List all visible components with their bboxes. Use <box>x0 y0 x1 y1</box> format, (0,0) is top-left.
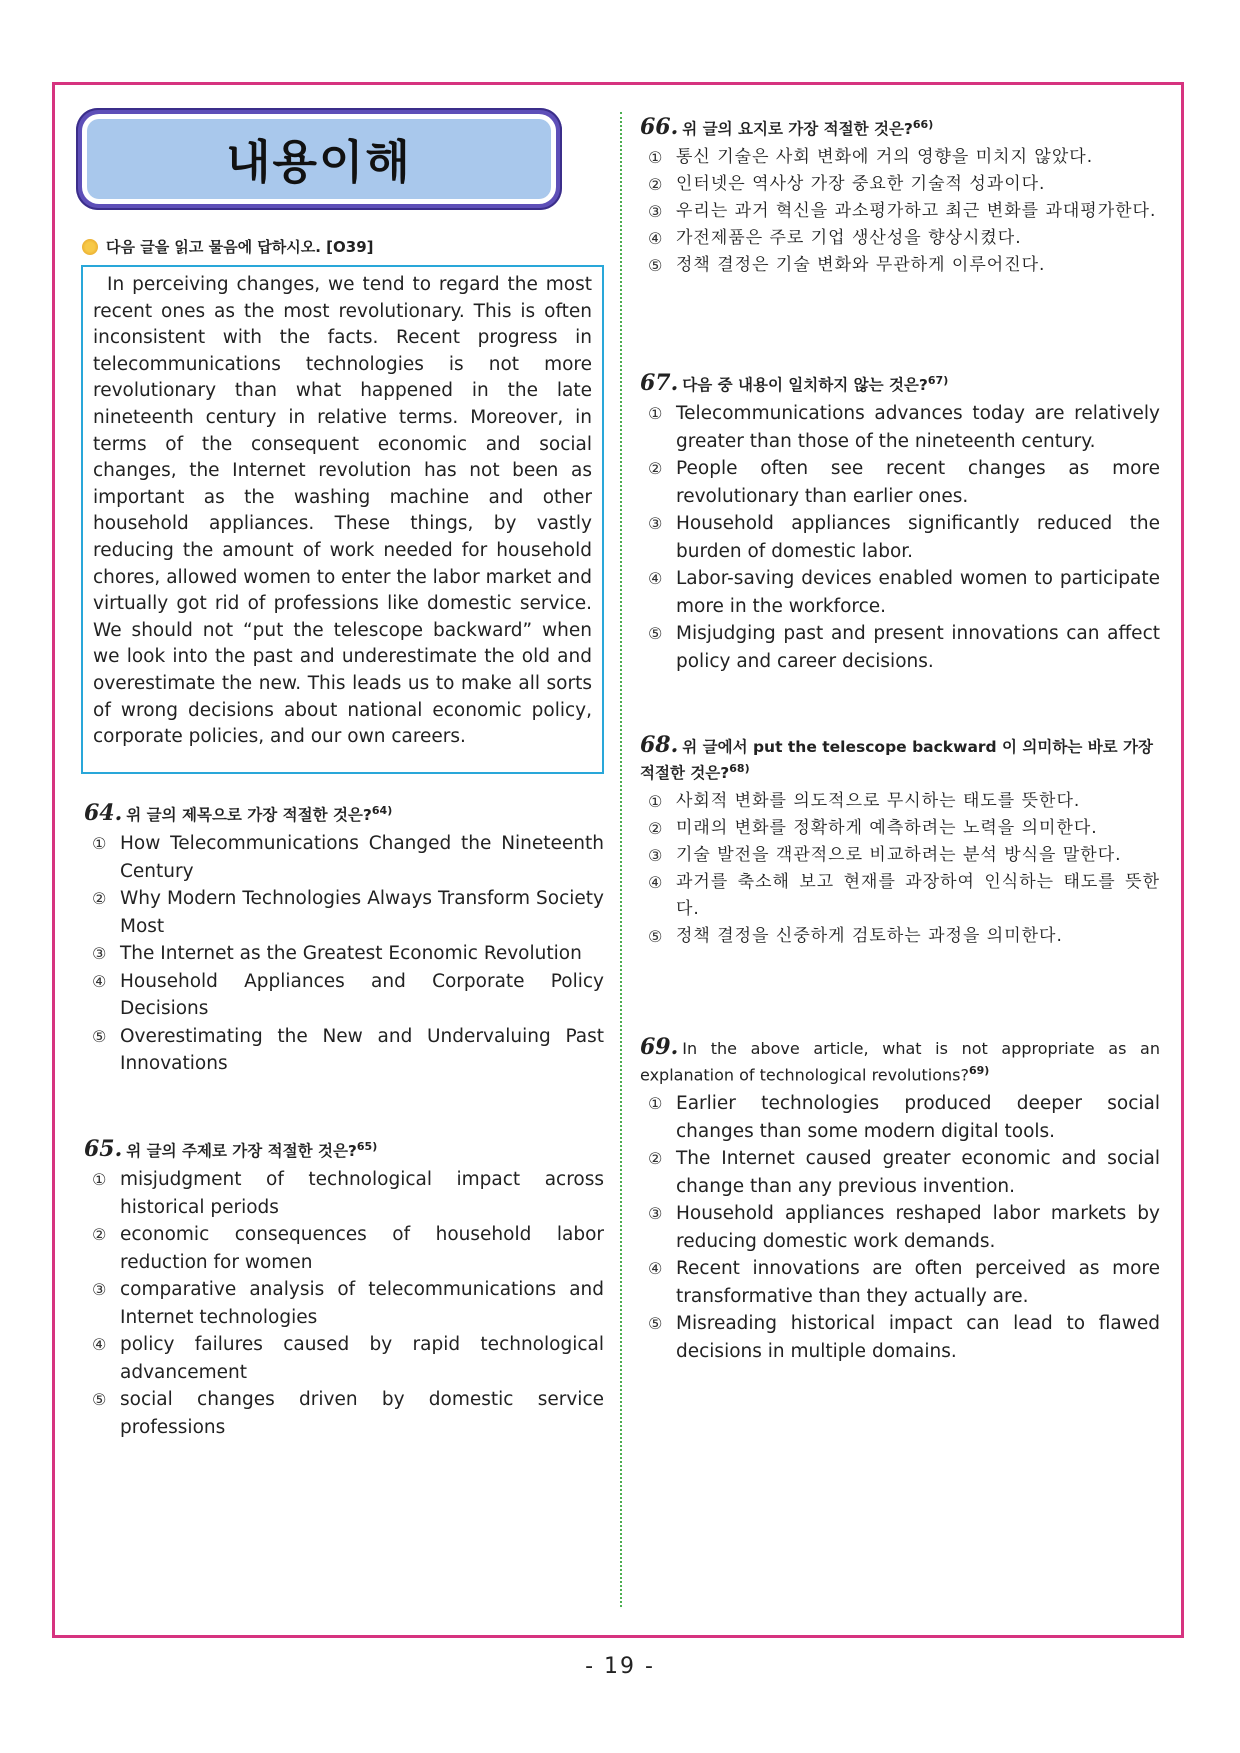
option-1[interactable] <box>84 1166 604 1221</box>
option-3[interactable] <box>640 1200 1160 1255</box>
instruction <box>82 236 374 257</box>
option-4[interactable] <box>84 1331 604 1386</box>
option-1[interactable] <box>84 830 604 885</box>
option-text: Misjudging past and present innovations can affect policy and career decisions. <box>676 623 1160 672</box>
option-mark: ② <box>648 819 664 839</box>
option-mark: ① <box>648 792 664 812</box>
option-text: How Telecommunications Changed the Nineteenth Century <box>120 833 604 882</box>
option-list <box>640 788 1160 950</box>
option-mark: ④ <box>648 229 664 249</box>
option-text: Earlier technologies produced deeper social changes than some modern digital tools. <box>676 1093 1160 1142</box>
option-4[interactable] <box>84 968 604 1023</box>
option-3[interactable] <box>640 842 1160 869</box>
question-number: 67. <box>640 370 679 397</box>
question-65 <box>84 1136 604 1441</box>
question-text: 위 글의 주제로 가장 적절한 것은? <box>126 1142 357 1161</box>
option-mark: ② <box>648 175 664 195</box>
question-text: 위 글의 제목으로 가장 적절한 것은? <box>126 806 372 825</box>
option-2[interactable] <box>640 171 1160 198</box>
option-5[interactable] <box>640 620 1160 675</box>
option-text: Labor-saving devices enabled women to participate more in the workforce. <box>676 568 1160 617</box>
option-mark: ① <box>648 404 663 424</box>
option-text: 미래의 변화를 정확하게 예측하려는 노력을 의미한다. <box>676 818 1098 839</box>
option-3[interactable] <box>640 198 1160 225</box>
option-mark: ④ <box>648 873 664 893</box>
option-5[interactable] <box>640 923 1160 950</box>
option-text: 통신 기술은 사회 변화에 거의 영향을 미치지 않았다. <box>676 147 1094 168</box>
option-text: policy failures caused by rapid technological advancement <box>120 1334 604 1383</box>
option-1[interactable] <box>640 1090 1160 1145</box>
option-text: Household appliances significantly reduced the burden of domestic labor. <box>676 513 1160 562</box>
option-mark: ② <box>648 459 663 479</box>
option-text: The Internet caused greater economic and social change than any previous invention. <box>676 1148 1160 1197</box>
option-2[interactable] <box>84 1221 604 1276</box>
option-mark: ① <box>92 834 107 854</box>
option-5[interactable] <box>84 1386 604 1441</box>
question-text: 위 글에서 put the telescope backward 이 의미하는 바로 가장 적절한 것은? <box>640 738 1153 783</box>
option-4[interactable] <box>640 869 1160 923</box>
option-mark: ① <box>648 148 664 168</box>
option-1[interactable] <box>640 788 1160 815</box>
passage-box <box>81 265 604 774</box>
option-3[interactable] <box>84 940 604 968</box>
option-3[interactable] <box>640 510 1160 565</box>
option-text: The Internet as the Greatest Economic Revolution <box>120 943 582 965</box>
option-mark: ③ <box>648 202 664 222</box>
option-1[interactable] <box>640 144 1160 171</box>
option-text: Recent innovations are often perceived as more transformative than they actually are. <box>676 1258 1160 1307</box>
option-text: 가전제품은 주로 기업 생산성을 향상시켰다. <box>676 228 1022 249</box>
page-number: - 19 - <box>585 1654 655 1679</box>
option-text: 사회적 변화를 의도적으로 무시하는 태도를 뜻한다. <box>676 791 1081 812</box>
option-5[interactable] <box>640 252 1160 279</box>
option-mark: ④ <box>92 971 107 991</box>
option-1[interactable] <box>640 400 1160 455</box>
question-66 <box>640 114 1160 279</box>
option-mark: ③ <box>648 1204 663 1224</box>
option-list <box>640 1090 1160 1365</box>
option-text: Household Appliances and Corporate Policy Decisions <box>120 970 604 1020</box>
option-text: People often see recent changes as more revolutionary than earlier ones. <box>676 458 1160 507</box>
question-text: In the above article, what is not appropriate as an explanation of technological revolutions? <box>640 1039 1160 1085</box>
question-text: 위 글의 요지로 가장 적절한 것은? <box>682 120 913 139</box>
option-mark: ⑤ <box>648 256 664 276</box>
question-number: 69. <box>640 1034 679 1060</box>
option-4[interactable] <box>640 1255 1160 1310</box>
option-mark: ② <box>648 1149 663 1169</box>
footnote-ref: 67) <box>927 374 949 387</box>
option-list <box>84 830 604 1078</box>
question-68 <box>640 734 1160 950</box>
option-mark: ⑤ <box>92 1026 107 1046</box>
section-title-box <box>76 108 562 210</box>
option-4[interactable] <box>640 565 1160 620</box>
option-mark: ③ <box>648 846 664 866</box>
question-number: 65. <box>84 1136 123 1163</box>
option-mark: ④ <box>648 569 663 589</box>
footnote-ref: 64) <box>371 804 393 817</box>
option-mark: ① <box>648 1094 663 1114</box>
option-text: Telecommunications advances today are relatively greater than those of the nineteenth century. <box>676 403 1160 452</box>
option-text: Household appliances reshaped labor markets by reducing domestic work demands. <box>676 1203 1160 1252</box>
option-list <box>640 144 1160 279</box>
option-5[interactable] <box>84 1023 604 1078</box>
option-mark: ④ <box>92 1335 107 1355</box>
column-divider <box>620 112 622 1607</box>
option-text: Overestimating the New and Undervaluing Past Innovations <box>120 1025 604 1075</box>
option-list <box>84 1166 604 1441</box>
option-list <box>640 400 1160 675</box>
option-text: comparative analysis of telecommunications and Internet technologies <box>120 1279 604 1328</box>
option-text: misjudgment of technological impact across historical periods <box>120 1169 604 1218</box>
footnote-ref: 69) <box>968 1064 990 1077</box>
question-number: 64. <box>84 800 123 827</box>
footnote-ref: 65) <box>356 1140 378 1153</box>
passage-text: In perceiving changes, we tend to regard the most recent ones as the most revolutionary. This is often inconsistent with the facts. Recent progress in telecommunications technologies is not more revolutionary than what happened in the late nineteenth century in relative terms. Moreover, in terms of the consequent economic and social changes, the Internet revolution has not been as important as the washing machine and other household appliances. These things, by vastly reducing the amount of work needed for household chores, allowed women to enter the labor market and virtually got rid of professions like domestic service. We should not “put the telescope backward” when we look into the past and underestimate the old and overestimate the new. This leads us to make all sorts of wrong decisions about national economic policy, corporate policies, and our own careers. <box>93 274 593 748</box>
option-2[interactable] <box>640 815 1160 842</box>
option-mark: ② <box>92 889 107 909</box>
option-mark: ① <box>92 1170 107 1190</box>
section-title: 내용이해 <box>87 119 551 199</box>
option-mark: ③ <box>92 944 107 964</box>
option-mark: ④ <box>648 1259 663 1279</box>
option-text: 기술 발전을 객관적으로 비교하려는 분석 방식을 말한다. <box>676 845 1122 866</box>
option-5[interactable] <box>640 1310 1160 1365</box>
option-text: 인터넷은 역사상 가장 중요한 기술적 성과이다. <box>676 174 1046 195</box>
footnote-ref: 66) <box>912 118 934 131</box>
footnote-ref: 68) <box>729 762 750 775</box>
option-mark: ② <box>92 1225 107 1245</box>
option-2[interactable] <box>640 455 1160 510</box>
question-number: 68. <box>640 732 679 758</box>
option-text: social changes driven by domestic service professions <box>120 1389 604 1438</box>
option-text: 정책 결정을 신중하게 검토하는 과정을 의미한다. <box>676 926 1063 947</box>
option-mark: ⑤ <box>648 1314 663 1334</box>
option-text: Misreading historical impact can lead to flawed decisions in multiple domains. <box>676 1313 1160 1362</box>
question-number: 66. <box>640 114 679 141</box>
option-text: economic consequences of household labor reduction for women <box>120 1224 604 1273</box>
option-text: 정책 결정은 기술 변화와 무관하게 이루어진다. <box>676 255 1046 276</box>
question-69 <box>640 1036 1160 1365</box>
option-4[interactable] <box>640 225 1160 252</box>
question-text: 다음 중 내용이 일치하지 않는 것은? <box>682 376 928 395</box>
option-mark: ⑤ <box>648 927 664 947</box>
option-3[interactable] <box>84 1276 604 1331</box>
option-mark: ⑤ <box>92 1390 107 1410</box>
option-mark: ③ <box>92 1280 107 1300</box>
question-64 <box>84 800 604 1078</box>
option-2[interactable] <box>84 885 604 940</box>
option-text: Why Modern Technologies Always Transform Society Most <box>120 888 604 937</box>
star-icon <box>82 239 98 255</box>
option-text: 과거를 축소해 보고 현재를 과장하여 인식하는 태도를 뜻한다. <box>676 872 1160 920</box>
instruction-text: 다음 글을 읽고 물음에 답하시오. [O39] <box>106 238 374 256</box>
option-mark: ⑤ <box>648 624 663 644</box>
option-2[interactable] <box>640 1145 1160 1200</box>
option-mark: ③ <box>648 514 663 534</box>
question-67 <box>640 370 1160 675</box>
option-text: 우리는 과거 혁신을 과소평가하고 최근 변화를 과대평가한다. <box>676 201 1157 222</box>
